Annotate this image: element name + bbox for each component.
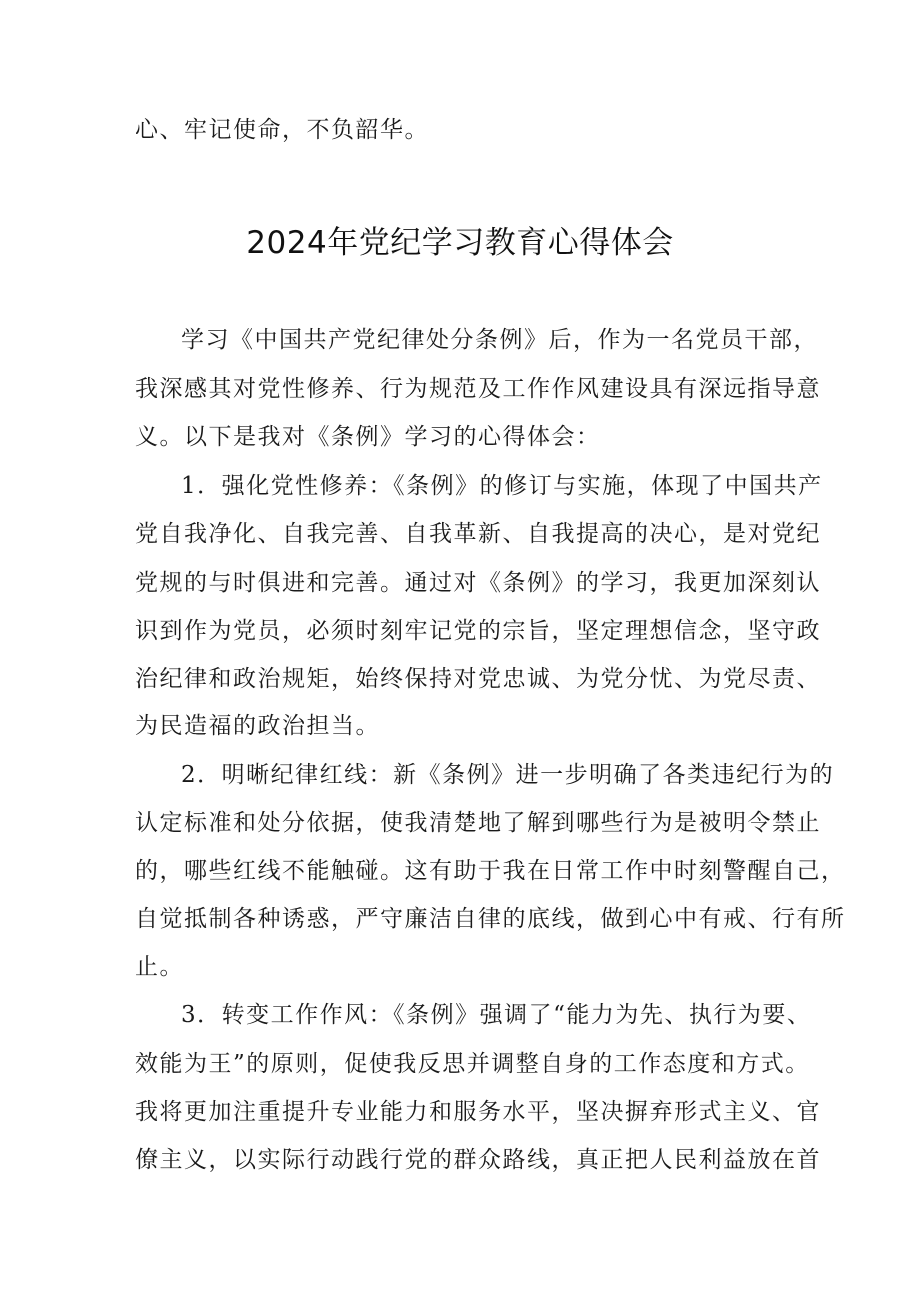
document-title: 2024年党纪学习教育心得体会 bbox=[246, 225, 674, 261]
paragraph-line: 效能为王”的原则，促使我反思并调整自身的工作态度和方式。 bbox=[135, 1051, 810, 1077]
paragraph-line: 我深感其对党性修养、行为规范及工作作风建设具有深远指导意 bbox=[135, 376, 821, 402]
paragraph-line: 党自我净化、自我完善、自我革新、自我提高的决心，是对党纪 bbox=[135, 521, 821, 547]
paragraph-line: 僚主义，以实际行动践行党的群众路线，真正把人民利益放在首 bbox=[135, 1147, 821, 1173]
paragraph-line: 义。以下是我对《条例》学习的心得体会： bbox=[135, 424, 601, 450]
paragraph-line: 党规的与时俱进和完善。通过对《条例》的学习，我更加深刻认 bbox=[135, 570, 821, 596]
paragraph-line: 为民造福的政治担当。 bbox=[135, 713, 380, 739]
paragraph-line: 2．明晰纪律红线：新《条例》进一步明确了各类违纪行为的 bbox=[181, 762, 835, 788]
carry-over-line: 心、牢记使命，不负韶华。 bbox=[135, 117, 429, 143]
paragraph-line: 3．转变工作作风：《条例》强调了“能力为先、执行为要、 bbox=[181, 1002, 812, 1028]
paragraph-line: 止。 bbox=[135, 954, 184, 980]
paragraph-line: 我将更加注重提升专业能力和服务水平，坚决摒弃形式主义、官 bbox=[135, 1099, 821, 1125]
paragraph-line: 认定标准和处分依据，使我清楚地了解到哪些行为是被明令禁止 bbox=[135, 810, 821, 836]
paragraph-line: 学习《中国共产党纪律处分条例》后，作为一名党员干部， bbox=[181, 327, 818, 353]
paragraph-line: 的，哪些红线不能触碰。这有助于我在日常工作中时刻警醒自己， bbox=[135, 858, 846, 884]
paragraph-line: 1．强化党性修养：《条例》的修订与实施，体现了中国共产 bbox=[181, 473, 823, 499]
paragraph-line: 识到作为党员，必须时刻牢记党的宗旨，坚定理想信念，坚守政 bbox=[135, 618, 821, 644]
paragraph-line: 自觉抵制各种诱惑，严守廉洁自律的底线，做到心中有戒、行有所 bbox=[135, 906, 846, 932]
paragraph-line: 治纪律和政治规矩，始终保持对党忠诚、为党分忧、为党尽责、 bbox=[135, 666, 821, 692]
